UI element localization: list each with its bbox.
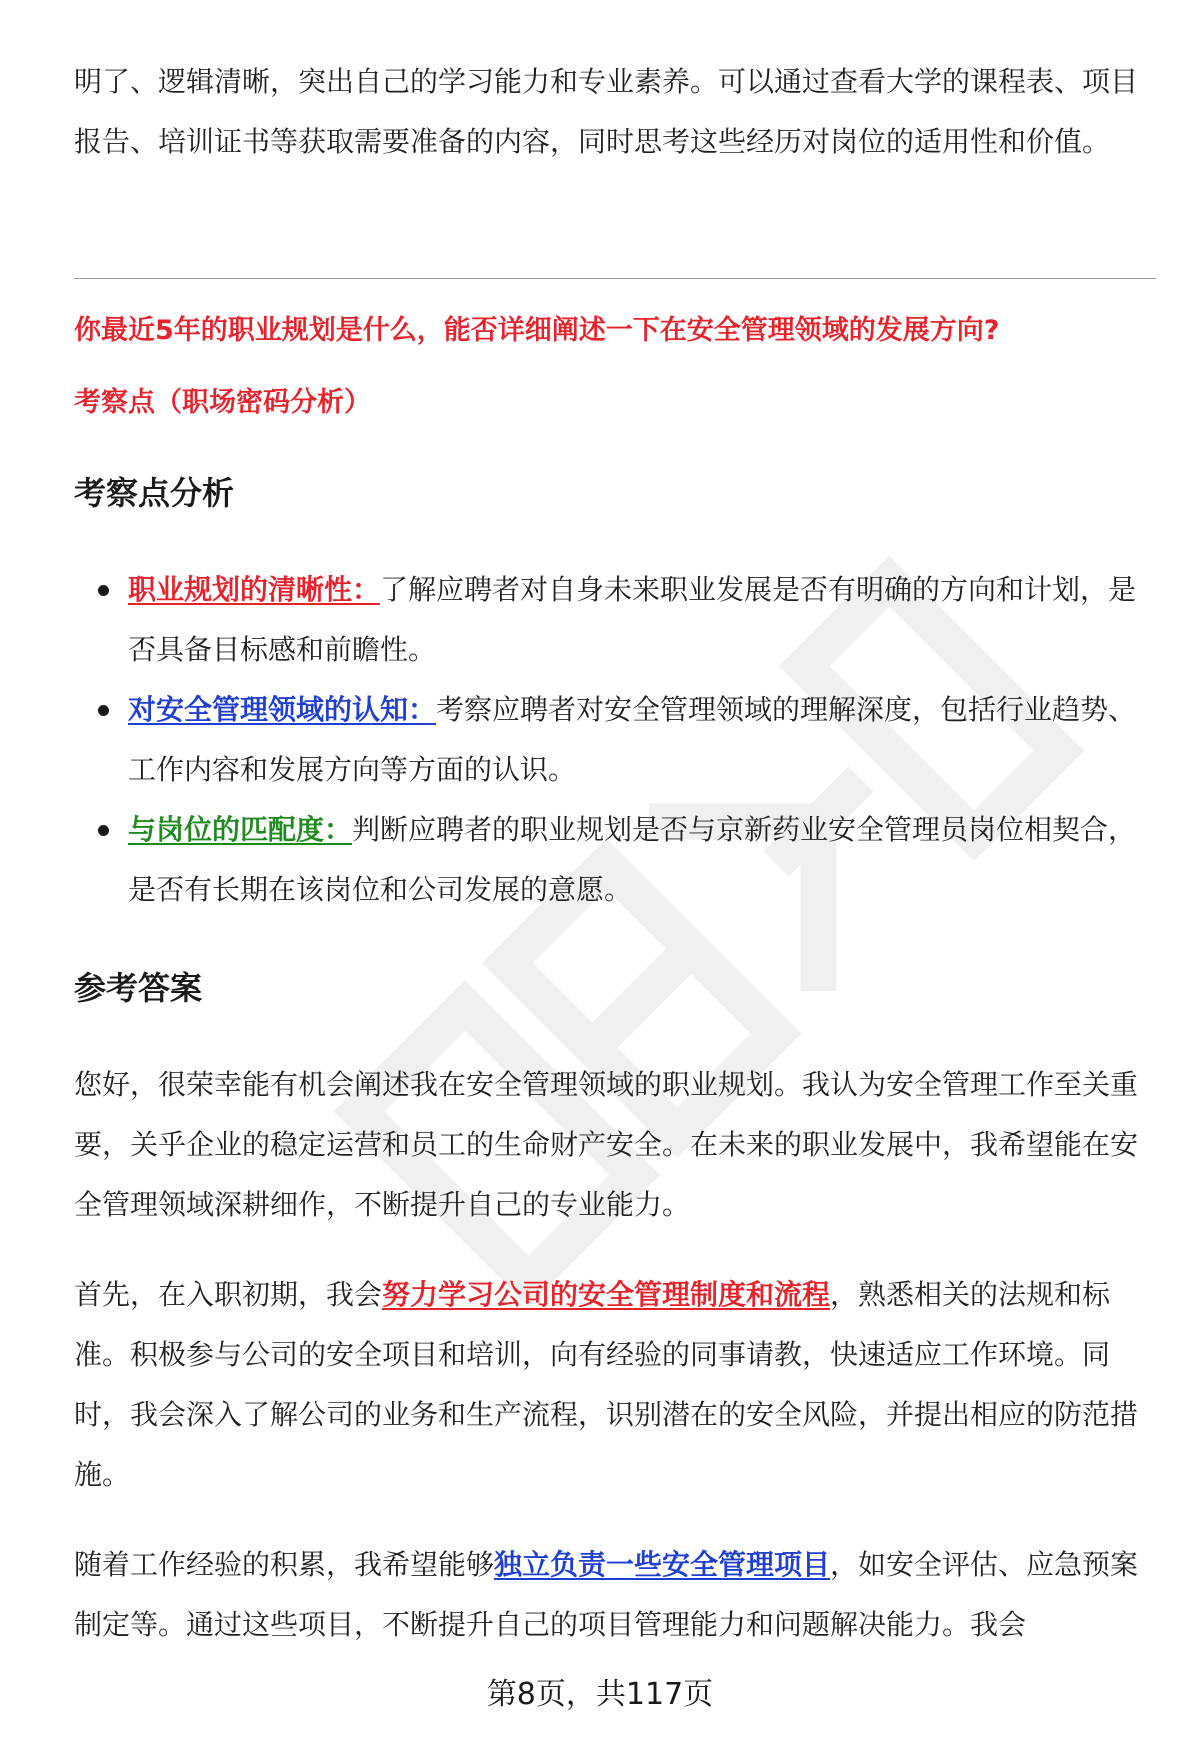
answer-paragraph (74, 1265, 1156, 1505)
analysis-heading: 考察点分析 (74, 474, 235, 512)
analysis-point-label: 对安全管理领域的认知： (128, 693, 437, 726)
bullet-dot-icon (98, 585, 109, 596)
analysis-point (74, 680, 1156, 800)
answer-heading: 参考答案 (74, 969, 203, 1007)
question-subtitle: 考察点（职场密码分析） (74, 387, 371, 418)
analysis-point-label: 职业规划的清晰性： (128, 573, 381, 606)
analysis-point-text: 考察应聘者对安全管理领域的理解深度，包括行业趋势、工作内容和发展方向等方面的认识。 (128, 693, 1137, 786)
analysis-point (74, 800, 1156, 920)
answer-text: 首先，在入职初期，我会 (74, 1278, 383, 1311)
analysis-point-label: 与岗位的匹配度： (128, 813, 353, 846)
answer-paragraph (74, 1535, 1156, 1655)
bullet-dot-icon (98, 825, 109, 836)
answer-highlight: 独立负责一些安全管理项目 (494, 1548, 831, 1581)
section-divider (74, 278, 1156, 279)
bullet-dot-icon (98, 705, 109, 716)
analysis-point (74, 560, 1156, 680)
analysis-points-list (74, 560, 1156, 920)
answer-text: 随着工作经验的积累，我希望能够 (74, 1548, 495, 1581)
question-title: 你最近5年的职业规划是什么，能否详细阐述一下在安全管理领域的发展方向? (74, 315, 1000, 346)
analysis-point-text: 了解应聘者对自身未来职业发展是否有明确的方向和计划，是否具备目标感和前瞻性。 (128, 573, 1137, 666)
analysis-point-text: 判断应聘者的职业规划是否与京新药业安全管理员岗位相契合，是否有长期在该岗位和公司发展的意愿。 (128, 813, 1137, 906)
intro-paragraph: 明了、逻辑清晰，突出自己的学习能力和专业素养。可以通过查看大学的课程表、项目报告、培训证书等获取需要准备的内容，同时思考这些经历对岗位的适用性和价值。 (74, 65, 1139, 158)
answer-highlight: 努力学习公司的安全管理制度和流程 (382, 1278, 831, 1311)
page-number: 第8页，共117页 (486, 1677, 714, 1712)
answer-text: ，如安全评估、应急预案制定等。通过这些项目，不断提升自己的项目管理能力和问题解决能力。我会 (74, 1548, 1139, 1641)
answer-text: ，熟悉相关的法规和标准。积极参与公司的安全项目和培训，向有经验的同事请教，快速适应工作环境。同时，我会深入了解公司的业务和生产流程，识别潜在的安全风险，并提出相应的防范措施。 (74, 1278, 1139, 1491)
answer-paragraph: 您好，很荣幸能有机会阐述我在安全管理领域的职业规划。我认为安全管理工作至关重要，关乎企业的稳定运营和员工的生命财产安全。在未来的职业发展中，我希望能在安全管理领域深耕细作，不断提升自己的专业能力。 (74, 1068, 1139, 1221)
